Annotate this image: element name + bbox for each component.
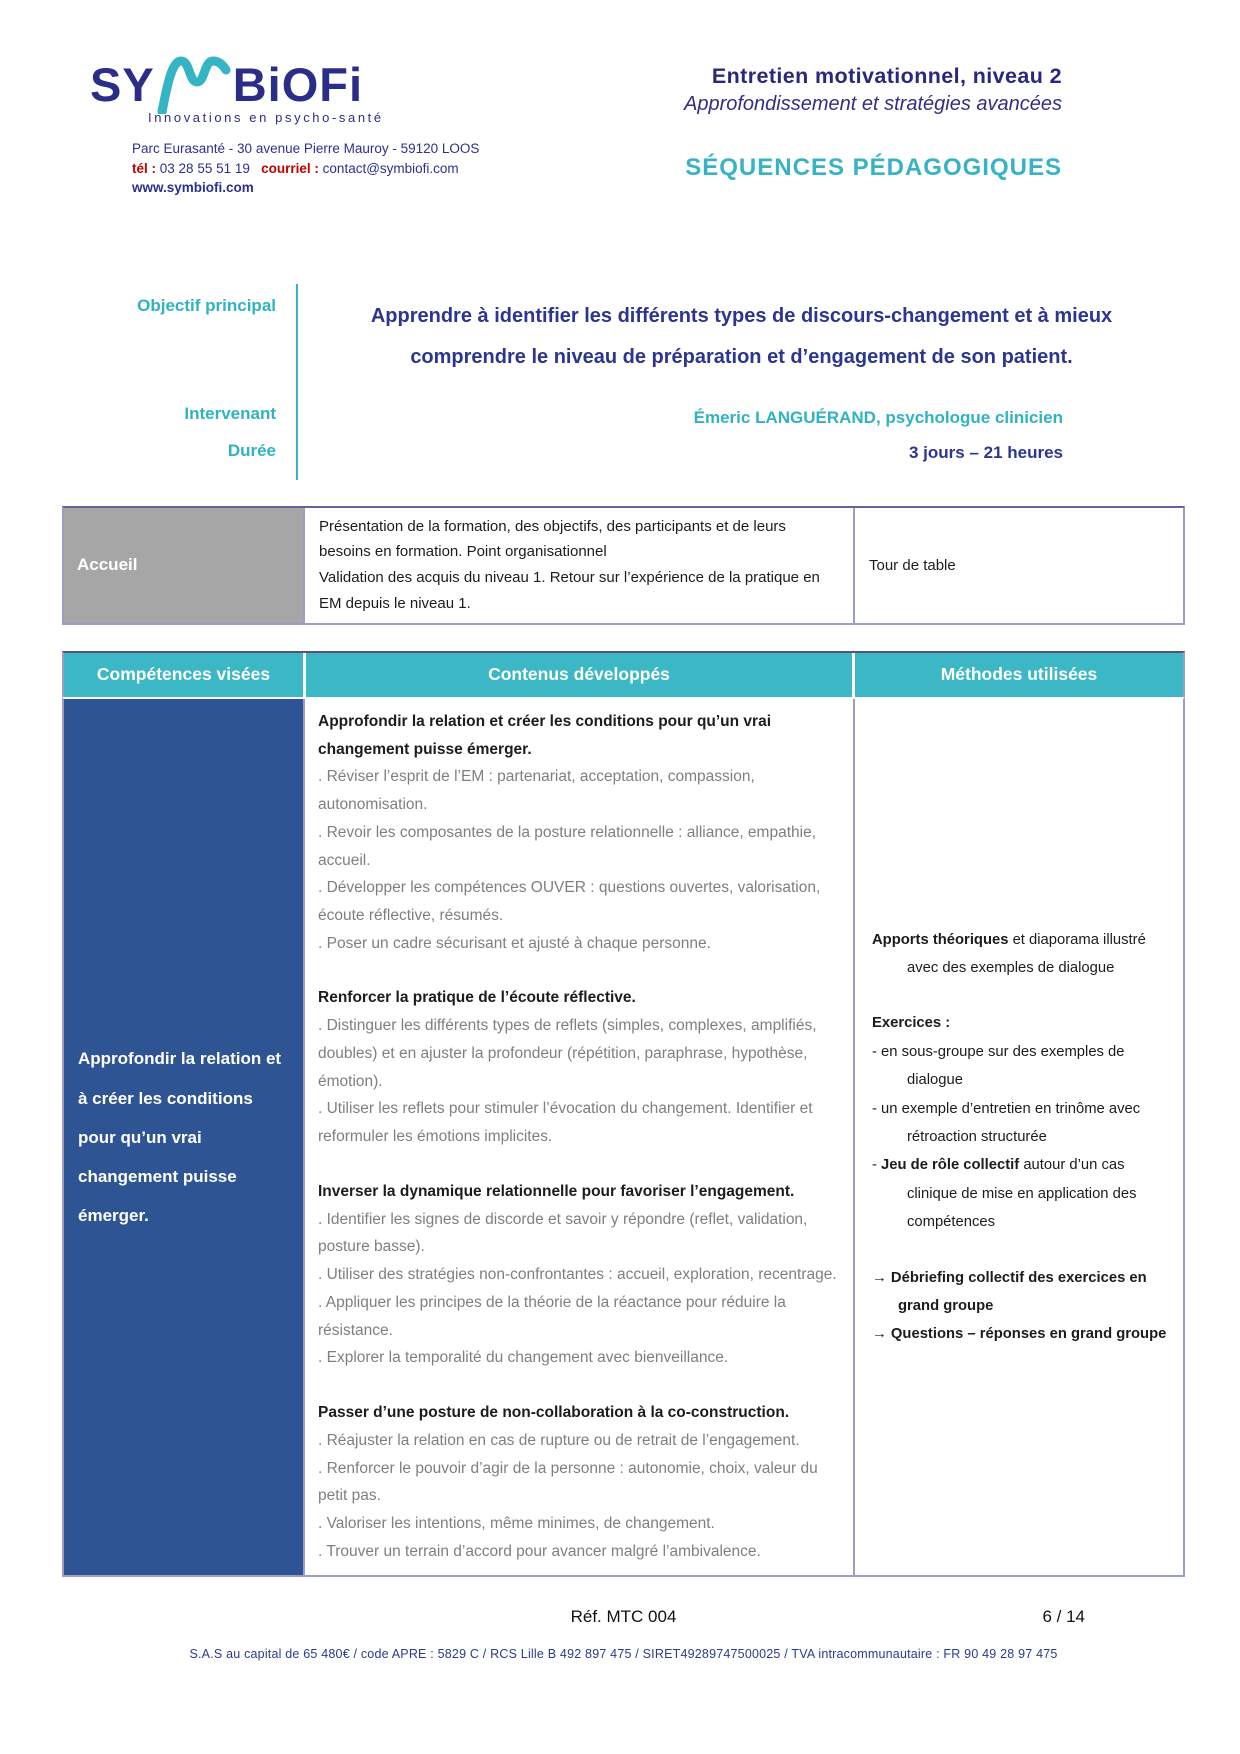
document-title-block [684,52,1062,198]
page-footer [62,1607,1185,1627]
course-title: Entretien motivationnel, niveau 2 [711,64,1062,88]
content-line: . Poser un cadre sécurisant et ajusté à chaque personne. [318,934,711,952]
course-meta-section [62,284,1185,480]
content-line: . Utiliser les reflets pour stimuler l’évocation du changement. Identifier et reformuler les émotions implicites. [318,1100,813,1146]
content-line: . Renforcer le pouvoir d’agir de la personne : autonomie, choix, valeur du petit pas. [318,1459,818,1505]
intervenant-label: Intervenant [184,403,276,423]
accueil-content-cell [303,508,855,623]
content-line: . Valoriser les intentions, même minimes, de changement. [318,1514,715,1532]
accueil-content-p2: Validation des acquis du niveau 1. Retour sur l’expérience de la pratique en EM depuis le niveau 1. [319,569,820,613]
content-line: . Réviser l’esprit de l’EM : partenariat, acceptation, compassion, autonomisation. [318,768,755,814]
symbiofi-logo-block [90,52,479,198]
method-line: Apports théoriques et diaporama illustré avec des exemples de dialogue [872,931,1146,976]
accueil-label-cell: Accueil [64,508,303,623]
meta-labels-column [62,284,296,480]
section-title: SÉQUENCES PÉDAGOGIQUES [685,154,1062,181]
page-content [62,0,1185,1661]
method-line: Exercices : [872,1015,951,1032]
page-number: 6 / 14 [1042,1607,1085,1627]
method-line: → Débriefing collectif des exercices en grand groupe [872,1269,1147,1314]
accueil-method-cell: Tour de table [869,556,956,574]
logo-tagline: Innovations en psycho-santé [148,110,384,125]
header-methodes: Méthodes utilisées [940,664,1098,685]
company-address-block [132,139,479,198]
email-address: contact@symbiofi.com [322,160,459,176]
method-line [872,982,1175,1009]
content-line: . Distinguer les différents types de reflets (simples, complexes, amplifiés, doubles) et en ajuster la profondeur (répétition, paraphrase, hypothèse, émotion). [318,1017,817,1090]
legal-footer-line: S.A.S au capital de 65 480€ / code APRE : 5829 C / RCS Lille B 492 897 475 / SIRET49289747500025 / TVA intracommunautaire : FR 90 49 28 97 475 [189,1647,1058,1662]
document-reference: Réf. MTC 004 [570,1607,677,1627]
content-line: . Trouver un terrain d’accord pour avancer malgré l’ambivalence. [318,1542,761,1560]
teal-wave-m-icon [157,52,231,114]
competence-cell [64,699,303,1576]
meta-values-column [298,284,1185,480]
header-competences: Compétences visées [96,664,271,685]
main-objective-text: Apprendre à identifier les différents types de discours-changement et à mieux comprendre le niveau de préparation et d’engagement de son patient. [370,304,1113,368]
course-subtitle: Approfondissement et stratégies avancées [684,93,1062,115]
method-line: - en sous-groupe sur des exemples de dialogue [872,1043,1125,1089]
header-contenus: Contenus développés [303,653,855,697]
tel-number: 03 28 55 51 19 [159,160,250,176]
content-line: . Développer les compétences OUVER : questions ouvertes, valorisation, écoute réflective, résumés. [318,879,821,925]
content-line: . Utiliser des stratégies non-confrontantes : accueil, exploration, recentrage. [318,1266,837,1284]
content-line: Renforcer la pratique de l’écoute réflective. [318,989,636,1007]
content-line: . Réajuster la relation en cas de rupture ou de retrait de l’engagement. [318,1431,800,1449]
company-address: Parc Eurasanté - 30 avenue Pierre Mauroy - 59120 LOOS [132,141,480,156]
tel-label: tél : [132,160,157,176]
content-line: Passer d’une posture de non-collaboration à la co-construction. [318,1404,790,1422]
logo-text-suffix: BiOFi [232,58,364,111]
company-contacts [132,159,479,179]
competence-text: Approfondir la relation et à créer les conditions pour qu’un vrai changement puisse émerger. [78,1049,282,1225]
table-body-row [62,697,1185,1578]
method-line: - un exemple d’entretien en trinôme avec rétroaction structurée [872,1100,1141,1145]
contenus-cell [303,699,855,1576]
content-line: . Explorer la temporalité du changement avec bienveillance. [318,1349,729,1367]
method-line: → Questions – réponses en grand groupe [872,1326,1167,1343]
table-header-row [62,651,1185,697]
page-header [62,0,1185,198]
content-line: Inverser la dynamique relationnelle pour favoriser l’engagement. [318,1182,795,1200]
symbiofi-logo [90,52,479,111]
content-line: . Revoir les composantes de la posture relationnelle : alliance, empathie, accueil. [318,823,816,869]
content-line: . Appliquer les principes de la théorie de la réactance pour réduire la résistance. [318,1293,786,1339]
content-line: Approfondir la relation et créer les conditions pour qu’un vrai changement puisse émerger. [318,712,772,758]
method-line: - Jeu de rôle collectif autour d’un cas clinique de mise en application des compétences [872,1157,1137,1231]
logo-text-prefix: SY [90,58,155,111]
accueil-content-p1: Présentation de la formation, des objectifs, des participants et de leurs besoins en formation. Point organisationnel [319,517,786,561]
methodes-cell [855,699,1183,1576]
duree-value: 3 jours – 21 heures [908,442,1063,462]
accueil-table [62,506,1185,625]
website-url: www.symbiofi.com [132,180,254,196]
content-line: . Identifier les signes de discorde et savoir y répondre (reflet, validation, posture basse). [318,1210,808,1256]
courriel-label: courriel : [261,160,319,176]
duree-label: Durée [227,440,276,460]
intervenant-value: Émeric LANGUÉRAND, psychologue clinicien [693,407,1063,427]
method-line [872,1237,1175,1264]
objective-label: Objectif principal [137,295,276,315]
